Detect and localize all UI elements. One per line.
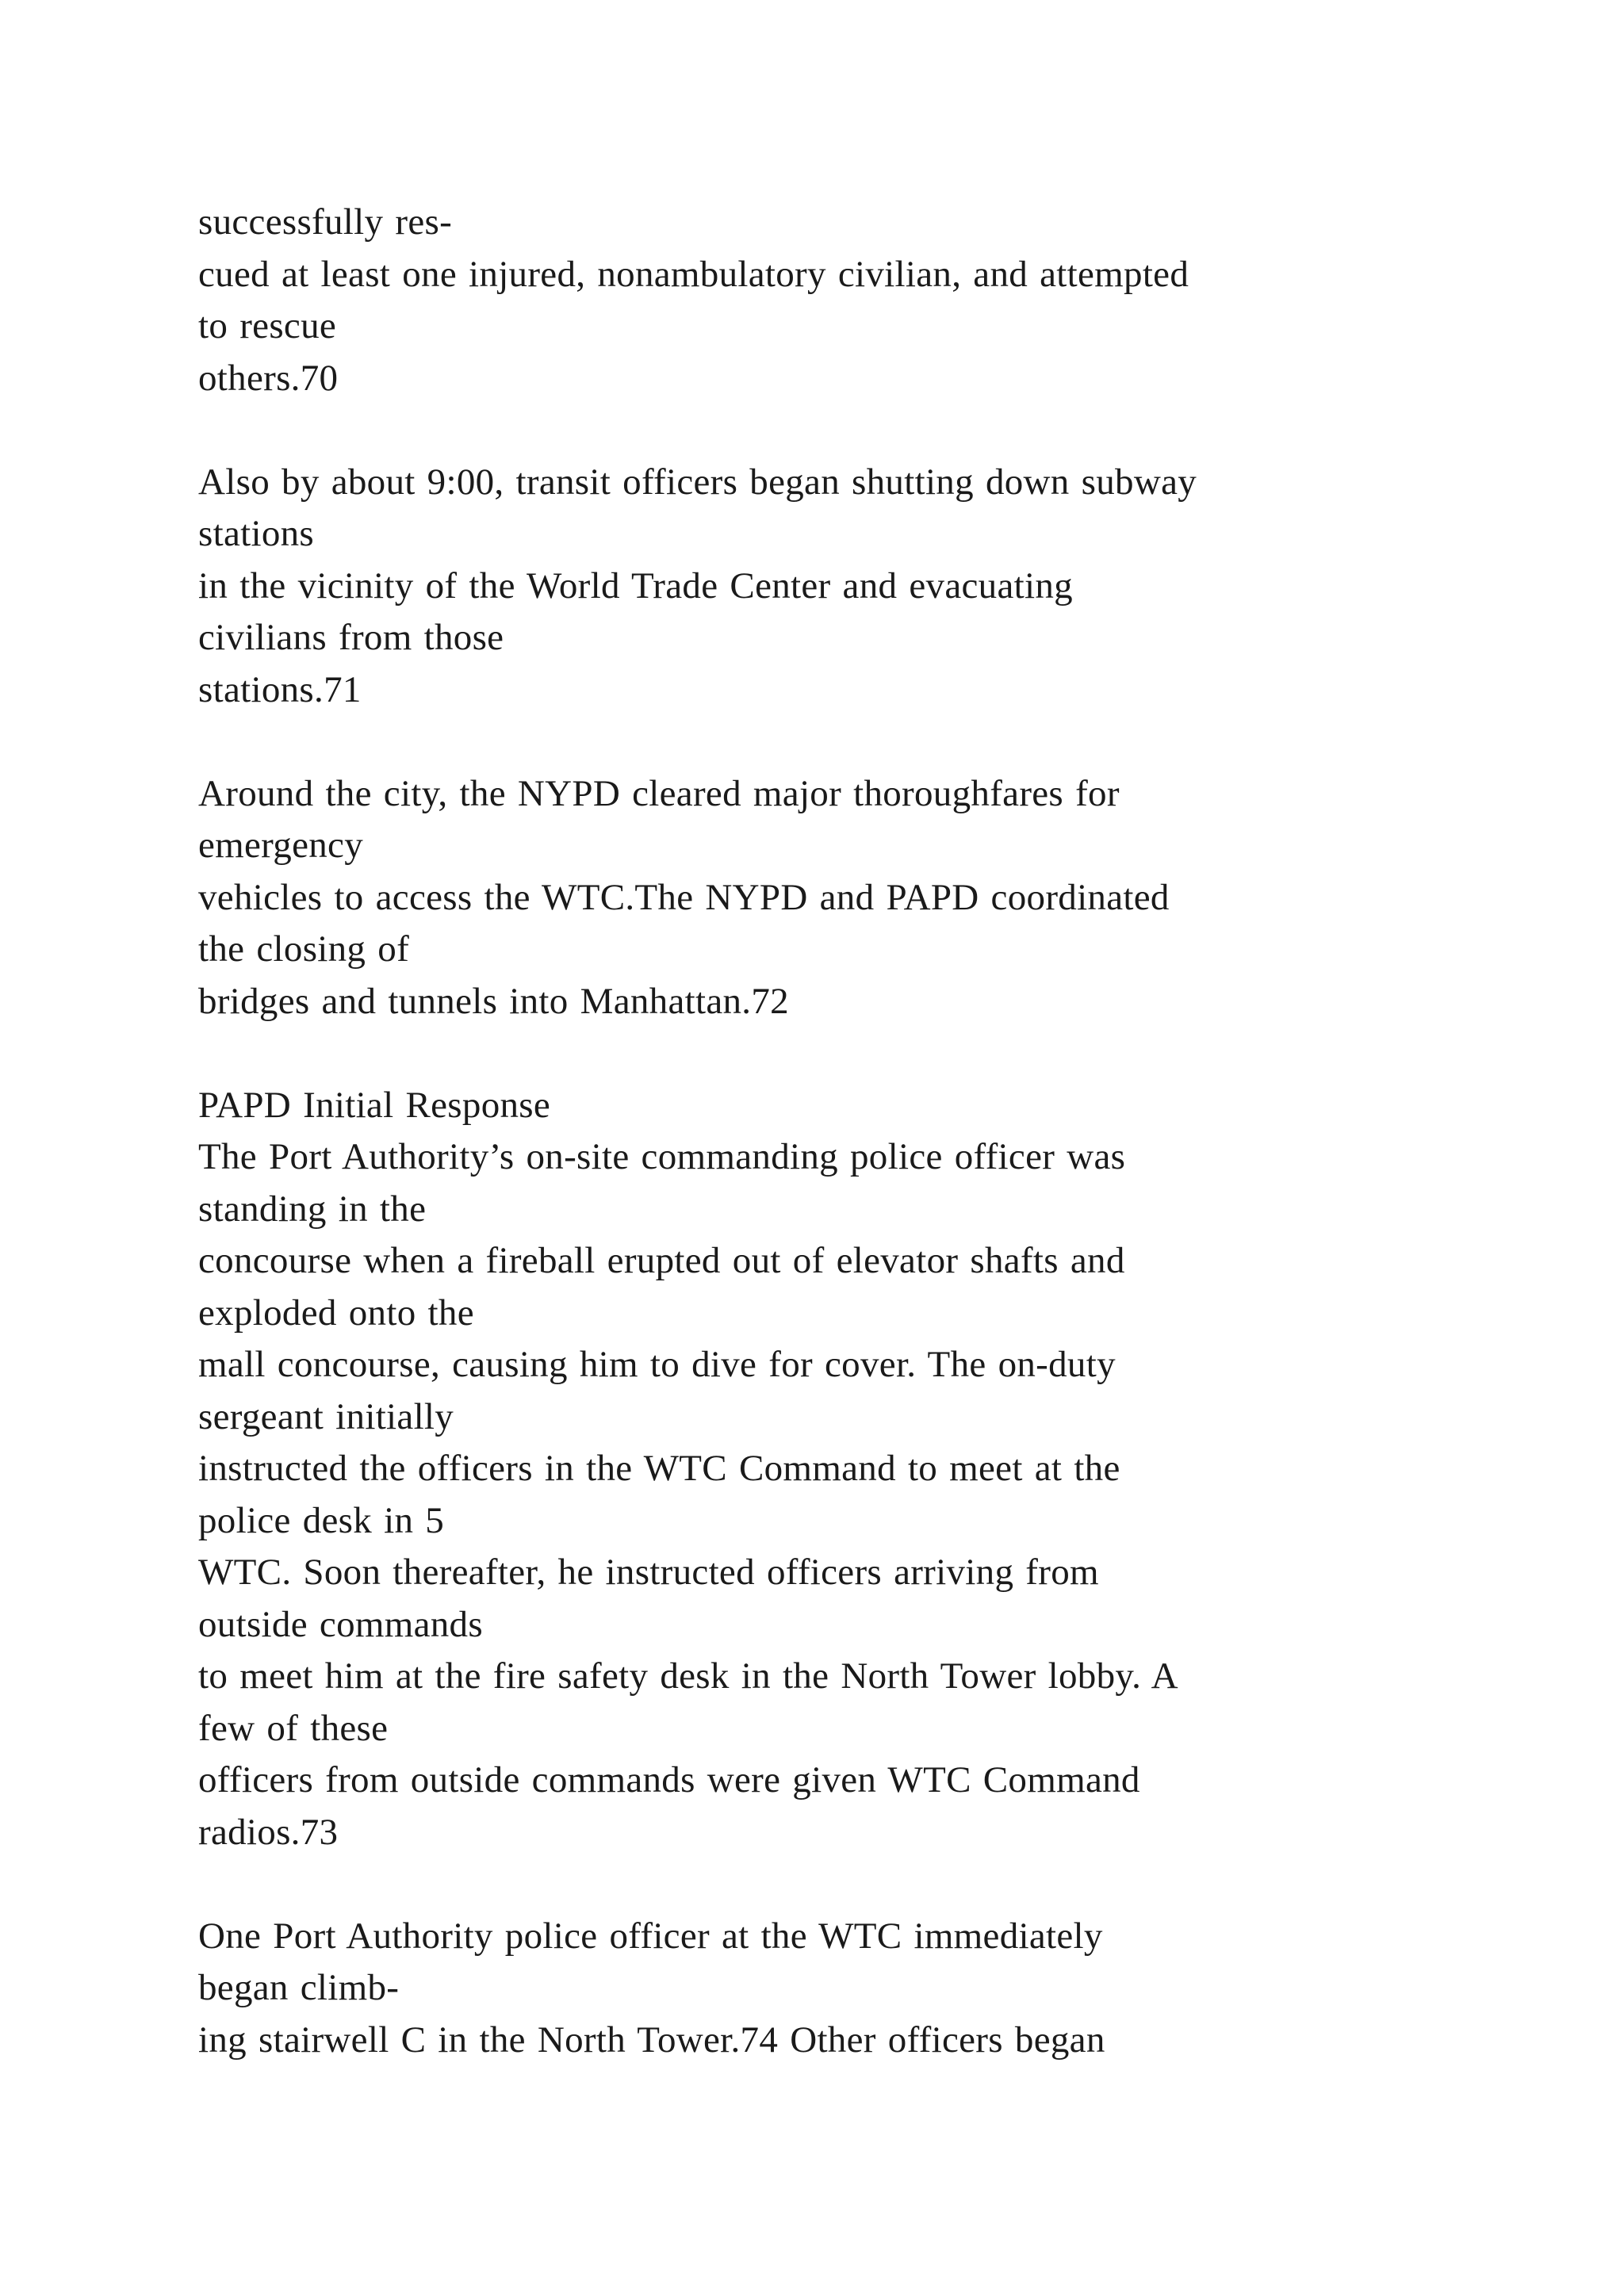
text-line: to rescue (198, 305, 337, 346)
paragraph (198, 457, 1546, 717)
body-text (198, 197, 1546, 2066)
text-line: the closing of (198, 928, 410, 970)
text-line: sergeant initially (198, 1395, 454, 1437)
text-line: in the vicinity of the World Trade Center and evacuating (198, 564, 1073, 607)
text-line: exploded onto the (198, 1292, 474, 1334)
text-line: others.70 (198, 357, 339, 399)
text-line: officers from outside commands were given WTC Command (198, 1759, 1140, 1800)
text-line: Also by about 9:00, transit officers began shutting down subway (198, 461, 1197, 503)
text-line: standing in the (198, 1188, 427, 1230)
text-line: emergency (198, 825, 364, 866)
text-line: WTC. Soon thereafter, he instructed officers arriving from (198, 1552, 1099, 1593)
paragraph (198, 1080, 1546, 1859)
text-line: stations.71 (198, 668, 362, 710)
text-line: Around the city, the NYPD cleared major thoroughfares for (198, 772, 1120, 814)
paragraph-gap (198, 404, 1546, 457)
text-line: began climb- (198, 1967, 400, 2008)
text-line: One Port Authority police officer at the WTC immediately (198, 1915, 1103, 1957)
text-line: mall concourse, causing him to dive for cover. The on-duty (198, 1344, 1116, 1385)
paragraph-gap (198, 1858, 1546, 1911)
paragraph-gap (198, 716, 1546, 768)
text-line: to meet him at the fire safety desk in the North Tower lobby. A (198, 1655, 1178, 1697)
text-line: radios.73 (198, 1811, 339, 1853)
text-line: civilians from those (198, 617, 504, 658)
text-line: bridges and tunnels into Manhattan.72 (198, 980, 789, 1022)
paragraph (198, 1911, 1546, 2067)
text-line: PAPD Initial Response (198, 1084, 551, 1126)
text-line: police desk in 5 (198, 1499, 445, 1541)
text-line: cued at least one injured, nonambulatory civilian, and attempted (198, 253, 1189, 295)
text-line: outside commands (198, 1603, 483, 1645)
paragraph-gap (198, 1027, 1546, 1080)
text-line: ing stairwell C in the North Tower.74 Other officers began (198, 2019, 1105, 2061)
text-line: The Port Authority’s on-site commanding police officer was (198, 1136, 1126, 1177)
text-line: instructed the officers in the WTC Command to meet at the (198, 1448, 1120, 1489)
text-line: few of these (198, 1707, 389, 1749)
text-line: stations (198, 513, 315, 554)
text-line: concourse when a fireball erupted out of elevator shafts and (198, 1240, 1125, 1281)
paragraph (198, 768, 1546, 1028)
text-line: vehicles to access the WTC.The NYPD and PAPD coordinated (198, 876, 1170, 918)
paragraph (198, 197, 1546, 404)
text-line: successfully res- (198, 201, 453, 243)
